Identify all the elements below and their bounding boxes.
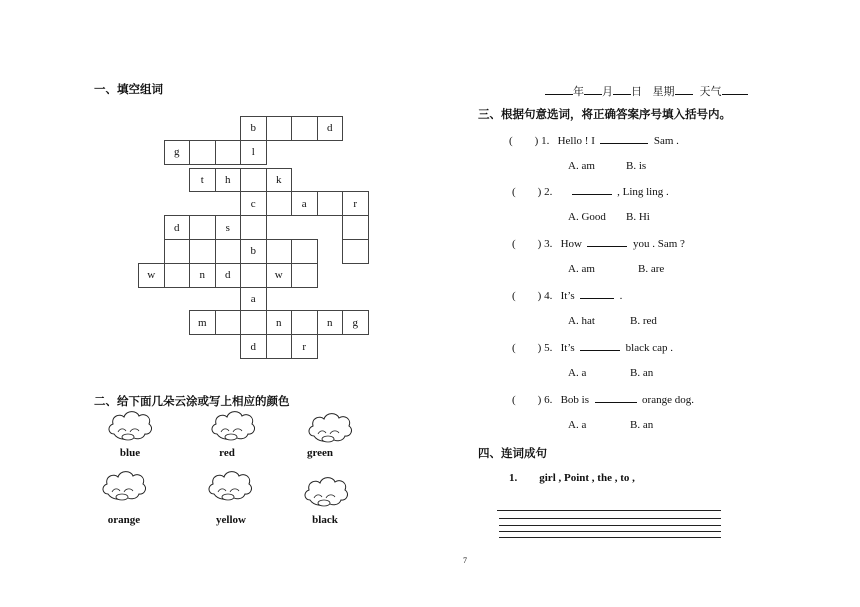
option-row: [568, 315, 657, 327]
answer-blank[interactable]: [587, 237, 627, 247]
question-stem: Bob is: [560, 394, 595, 406]
year-label: 年: [573, 85, 584, 98]
option-b: B. an: [630, 367, 654, 379]
answer-blank[interactable]: [580, 341, 620, 351]
crossword-cell: d: [164, 215, 191, 240]
crossword-cell: a: [291, 191, 318, 216]
month-label: 月: [602, 85, 613, 98]
crossword-cell: d: [240, 334, 267, 359]
color-label-blue: blue: [119, 447, 141, 459]
option-a: A. a: [568, 367, 587, 379]
crossword-cell: n: [317, 310, 344, 335]
crossword-cell: g: [164, 140, 191, 165]
question-row: [512, 289, 622, 302]
writing-line[interactable]: [497, 510, 721, 511]
question-stem-end: , Ling ling .: [611, 186, 669, 198]
weather-label: 天气: [699, 85, 722, 98]
answer-paren[interactable]: (: [512, 342, 538, 354]
question-stem-end: you . Sam ?: [627, 238, 685, 250]
crossword-cell: k: [266, 168, 293, 193]
question-stem: It’s: [560, 342, 581, 354]
crossword-cell: w: [266, 263, 293, 288]
crossword-cell: l: [240, 140, 267, 165]
question-stem: Hello ! I: [557, 135, 601, 147]
day-label: 日: [631, 85, 642, 98]
question-row: [512, 341, 673, 354]
crossword-cell: w: [138, 263, 165, 288]
item-words: girl , Point , the , to ,: [539, 472, 635, 484]
question-stem-end: black cap .: [620, 342, 673, 354]
crossword-cell: d: [215, 263, 242, 288]
crossword-cell: d: [317, 116, 344, 141]
question-number: ) 6.: [537, 394, 561, 406]
question-row: [512, 393, 694, 406]
answer-paren[interactable]: (: [512, 290, 538, 302]
crossword-cell: s: [215, 215, 242, 240]
question-stem-end: Sam .: [648, 135, 679, 147]
option-a: A. Good: [568, 211, 606, 223]
crossword-cell: g: [342, 310, 369, 335]
option-b: B. are: [638, 263, 665, 275]
answer-paren[interactable]: (: [512, 238, 538, 250]
crossword-cell: m: [189, 310, 216, 335]
question-number: ) 5.: [537, 342, 561, 354]
question-stem: How: [560, 238, 588, 250]
option-row: [568, 367, 653, 379]
page-number: 7: [463, 556, 467, 565]
crossword-cell: b: [240, 239, 267, 264]
question-stem-end: .: [614, 290, 623, 302]
option-a: A. am: [568, 263, 595, 275]
option-row: [568, 211, 650, 223]
crossword-cell: t: [189, 168, 216, 193]
option-a: A. a: [568, 419, 587, 431]
question-number: ) 2.: [537, 186, 561, 198]
writing-line[interactable]: [499, 531, 721, 532]
question-stem: It’s: [560, 290, 581, 302]
answer-paren[interactable]: (: [512, 394, 538, 406]
question-number: ) 4.: [537, 290, 561, 302]
weekday-label: 星期: [652, 85, 675, 98]
answer-blank[interactable]: [595, 393, 637, 403]
answer-blank[interactable]: [580, 289, 614, 299]
crossword-cell: b: [240, 116, 267, 141]
answer-blank[interactable]: [600, 134, 648, 144]
section4-title: 四、连词成句: [478, 446, 547, 460]
color-label-yellow: yellow: [216, 514, 246, 526]
item-number: 1.: [509, 472, 518, 484]
option-row: [568, 419, 653, 431]
crossword-cell: r: [342, 191, 369, 216]
color-label-red: red: [219, 447, 235, 459]
answer-paren[interactable]: (: [509, 135, 535, 147]
writing-line[interactable]: [499, 525, 721, 526]
option-b: B. is: [626, 160, 647, 172]
option-b: B. red: [630, 315, 657, 327]
option-b: B. Hi: [626, 211, 650, 223]
answer-paren[interactable]: (: [512, 186, 538, 198]
color-label-black: black: [312, 514, 338, 526]
crossword-cell: h: [215, 168, 242, 193]
crossword-cell: c: [240, 191, 267, 216]
section2-title: 二、给下面几朵云涂或写上相应的颜色: [94, 394, 290, 408]
question-row: [509, 134, 679, 147]
crossword-cell: r: [291, 334, 318, 359]
question-stem-end: orange dog.: [636, 394, 694, 406]
color-label-orange: orange: [107, 514, 141, 526]
answer-blank[interactable]: [572, 185, 612, 195]
option-row: [568, 263, 664, 275]
crossword-cell: a: [240, 287, 267, 312]
sentence-item: [509, 472, 635, 484]
writing-line[interactable]: [499, 518, 721, 519]
writing-line[interactable]: [499, 537, 721, 538]
option-row: [568, 160, 646, 172]
color-label-green: green: [306, 447, 334, 459]
question-row: [512, 185, 669, 198]
question-number: ) 1.: [534, 135, 558, 147]
option-b: B. an: [630, 419, 654, 431]
question-row: [512, 237, 685, 250]
question-number: ) 3.: [537, 238, 561, 250]
section3-title: 三、根据句意选词，将正确答案序号填入括号内。: [478, 107, 731, 121]
crossword-cell: n: [189, 263, 216, 288]
crossword-cell: n: [266, 310, 293, 335]
section1-title: 一、填空组词: [94, 82, 163, 96]
option-a: A. am: [568, 160, 595, 172]
option-a: A. hat: [568, 315, 595, 327]
